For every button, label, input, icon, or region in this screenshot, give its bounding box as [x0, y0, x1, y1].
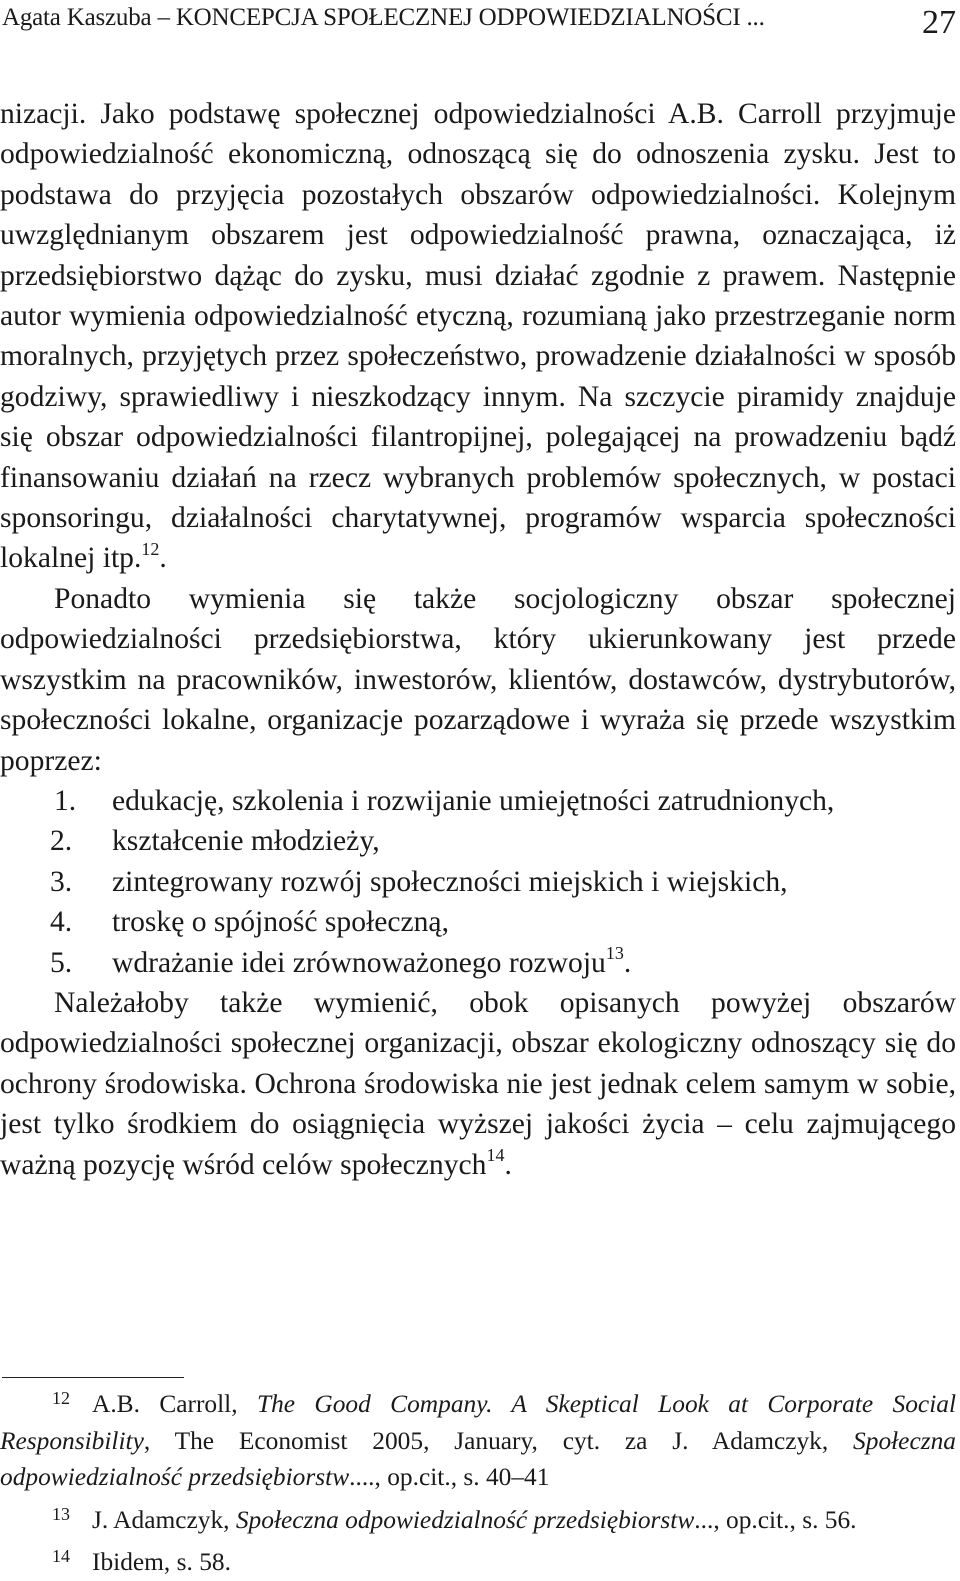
footnote-ref-14[interactable]: 14 — [486, 1144, 505, 1165]
footnote-13: 13 J. Adamczyk, Społeczna odpowiedzialność przedsiębiorstw..., op.cit., s. 56. — [0, 1496, 956, 1539]
footnote-number: 13 — [52, 1503, 70, 1524]
running-header — [0, 4, 956, 44]
footnote-12: 12 A.B. Carroll, The Good Company. A Skeptical Look at Corporate Social Responsibility, The Economist 2005, January, cyt. za J. Adamczyk, Społeczna odpowiedzialność przedsiębiorstw...., op.cit., s. 40–41 — [0, 1380, 956, 1496]
cited-title: Społeczna odpowiedzialność przedsiębiorstw — [0, 1426, 956, 1492]
list-number: 1. — [54, 784, 77, 817]
main-text — [0, 94, 956, 1185]
list-number: 4. — [50, 906, 73, 939]
list-text: wdrażanie idei zrównoważonego rozwoju — [112, 946, 606, 979]
list-text: zintegrowany rozwój społeczności miejskich i wiejskich, — [112, 865, 788, 898]
list-item — [0, 862, 956, 902]
cited-title: Społeczna odpowiedzialność przedsiębiorstw — [235, 1505, 695, 1534]
footnotes — [0, 1380, 956, 1581]
list-item — [0, 781, 956, 821]
footnote-ref-12[interactable]: 12 — [141, 538, 160, 559]
list-text: kształcenie młodzieży, — [112, 825, 380, 858]
list-text: troskę o spójność społeczną, — [112, 906, 449, 939]
list-number: 3. — [50, 865, 73, 898]
footnote-number: 14 — [52, 1546, 70, 1567]
footnote-ref-13[interactable]: 13 — [605, 942, 624, 963]
paragraph-3-text: Należałoby także wymienić, obok opisanych powyżej obszarów odpowiedzialności społecznej organizacji, obszar ekologiczny odnoszący się do ochrony środowiska. Ochrona środowiska nie jest jednak celem samym w sobie, jest tylko środkiem do osiągnięcia wyższej jakości życia – celu zajmującego ważną pozycję wśród celów społecznych — [0, 986, 956, 1181]
paragraph-2: Ponadto wymienia się także socjologiczny obszar społecznej odpowiedzialności przedsiębiorstwa, który ukierunkowany jest przede wszystkim na pracowników, inwestorów, klientów, dostawców, dystrybutorów, społeczności lokalne, organizacje pozarządowe i wyraża się przede wszystkim poprzez: — [0, 582, 956, 777]
paragraph-3: Należałoby także wymienić, obok opisanych powyżej obszarów odpowiedzialności społecznej organizacji, obszar ekologiczny odnoszący się do ochrony środowiska. Ochrona środowiska nie jest jednak celem samym w sobie, jest tylko środkiem do osiągnięcia wyższej jakości życia – celu zajmującego ważną pozycję wśród celów społecznych$^{14}$. — [0, 986, 956, 1181]
list-number: 5. — [50, 946, 73, 979]
footnote-number: 12 — [52, 1388, 70, 1408]
footnote-14: 14 Ibidem, s. 58. — [0, 1538, 956, 1581]
paragraph-1-text: nizacji. Jako podstawę społecznej odpowiedzialności A.B. Carroll przyjmuje odpowiedzialność ekonomiczną, odnoszącą się do odnoszenia zysku. Jest to podstawa do przyjęcia pozostałych obszarów odpowiedzialności. Kolejnym uwzględnianym obszarem jest odpowiedzialność prawna, oznaczająca, iż przedsiębiorstwo dążąc do zysku, musi działać zgodnie z prawem. Następnie autor wymienia odpowiedzialność etyczną, rozumianą jako przestrzeganie norm moralnych, przyjętych przez społeczeństwo, prowadzenie działalności w sposób godziwy, sprawiedliwy i nieszkodzący innym. Na szczycie piramidy znajduje się obszar odpowiedzialności filantropijnej, polegającej na prowadzeniu bądź finansowaniu działań na rzecz wybranych problemów społecznych, w postaci sponsoringu, działalności charytatywnej, programów wsparcia społeczności lokalnej itp. — [0, 98, 956, 575]
running-title: Agata Kaszuba – KONCEPCJA SPOŁECZNEJ ODPOWIEDZIALNOŚCI ... — [2, 4, 765, 31]
list-text: edukację, szkolenia i rozwijanie umiejętności zatrudnionych, — [112, 784, 835, 817]
list-item — [0, 821, 956, 861]
cited-title: The Good Company. A Skeptical Look at Corporate Social Responsibility — [0, 1390, 956, 1455]
list-item: 5. wdrażanie idei zrównoważonego rozwoju$^{13}$. — [0, 943, 956, 983]
footnote-separator — [2, 1377, 184, 1378]
paragraph-1: nizacji. Jako podstawę społecznej odpowiedzialności A.B. Carroll przyjmuje odpowiedzialność ekonomiczną, odnoszącą się do odnoszenia zysku. Jest to podstawa do przyjęcia pozostałych obszarów odpowiedzialności. Kolejnym uwzględnianym obszarem jest odpowiedzialność prawna, oznaczająca, iż przedsiębiorstwo dążąc do zysku, musi działać zgodnie z prawem. Następnie autor wymienia odpowiedzialność etyczną, rozumianą jako przestrzeganie norm moralnych, przyjętych przez społeczeństwo, prowadzenie działalności w sposób godziwy, sprawiedliwy i nieszkodzący innym. Na szczycie piramidy znajduje się obszar odpowiedzialności filantropijnej, polegającej na prowadzeniu bądź finansowaniu działań na rzecz wybranych problemów społecznych, w postaci sponsoringu, działalności charytatywnej, programów wsparcia społeczności lokalnej itp.$^{12}$. — [0, 98, 956, 575]
page-number: 27 — [922, 4, 956, 41]
list-number: 2. — [50, 825, 73, 858]
list-item — [0, 902, 956, 942]
